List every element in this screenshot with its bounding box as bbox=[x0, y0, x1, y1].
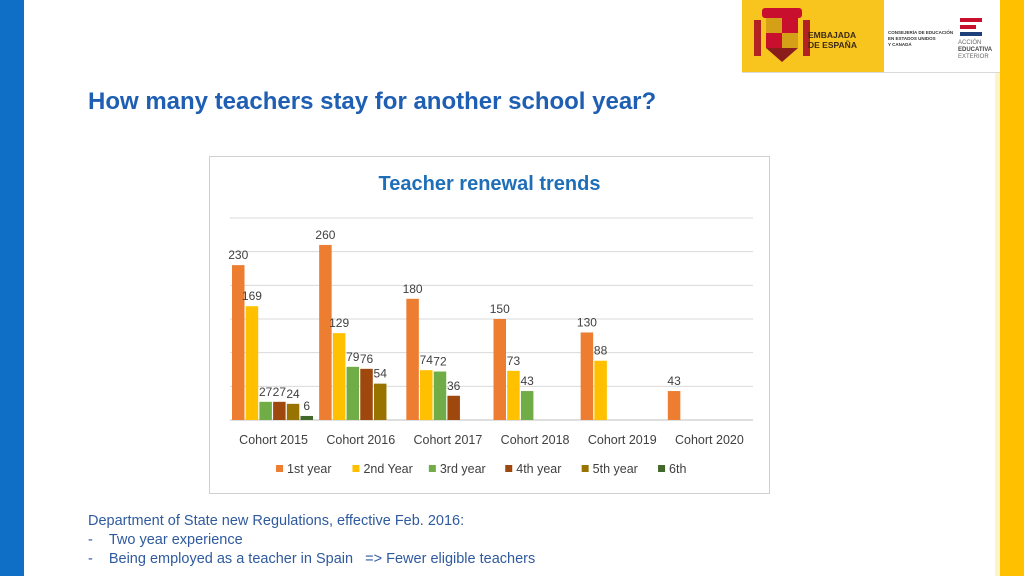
bar-2-5 bbox=[594, 361, 607, 420]
coat-of-arms-icon bbox=[752, 6, 812, 66]
legend-label: 2nd Year bbox=[363, 462, 413, 476]
category-label: Cohort 2017 bbox=[413, 433, 483, 447]
chart-frame bbox=[209, 156, 770, 494]
data-label: 43 bbox=[667, 374, 681, 389]
data-label: 24 bbox=[286, 386, 300, 401]
legend-label: 4th year bbox=[516, 462, 562, 476]
legend-swatch bbox=[352, 465, 359, 472]
bar-1-4 bbox=[494, 319, 507, 420]
left-accent-bar bbox=[0, 0, 24, 576]
consejeria-line-1: CONSEJERÍA DE EDUCACIÓN bbox=[888, 30, 954, 35]
footnote-bullet-1: - bbox=[88, 532, 93, 548]
data-label: 72 bbox=[433, 354, 447, 369]
bar-4-3 bbox=[447, 396, 460, 420]
accion-line-1: ACCIÓN bbox=[958, 40, 982, 46]
category-label: Cohort 2020 bbox=[675, 433, 744, 447]
accion-educativa-text bbox=[958, 40, 998, 61]
accion-line-3: EXTERIOR bbox=[958, 54, 989, 60]
data-label: 169 bbox=[241, 289, 262, 304]
bar-5-2 bbox=[374, 384, 387, 420]
legend-swatch bbox=[582, 465, 589, 472]
data-label: 6 bbox=[303, 398, 311, 413]
data-label: 74 bbox=[419, 353, 433, 368]
category-label: Cohort 2019 bbox=[587, 433, 657, 447]
footnote-heading: Department of State new Regulations, effective Feb. 2016: bbox=[88, 513, 465, 529]
legend-label: 3rd year bbox=[439, 462, 486, 476]
legend-label: 5th year bbox=[592, 462, 638, 476]
consejeria-line-2: EN ESTADOS UNIDOS bbox=[888, 36, 936, 41]
embassy-logo-panel bbox=[742, 0, 884, 72]
footnote-text-1: Two year experience bbox=[108, 532, 243, 548]
data-label: 76 bbox=[359, 351, 374, 366]
legend-label: 1st year bbox=[287, 462, 332, 476]
legend-swatch bbox=[276, 465, 283, 472]
bar-2-1 bbox=[246, 306, 259, 420]
consejeria-line-3: Y CANADÁ bbox=[888, 42, 912, 47]
bar-6-1 bbox=[301, 416, 314, 420]
bar-3-3 bbox=[434, 372, 447, 420]
footnote-text-2: Being employed as a teacher in Spain => Fewer eligible teachers bbox=[108, 551, 536, 567]
data-label: 73 bbox=[506, 353, 521, 368]
accion-line-2: EDUCATIVA bbox=[958, 47, 993, 53]
category-label: Cohort 2015 bbox=[239, 433, 308, 447]
bar-3-2 bbox=[347, 367, 360, 420]
page-title: How many teachers stay for another school year? bbox=[88, 88, 657, 115]
data-label: 79 bbox=[346, 349, 360, 364]
bar-4-1 bbox=[273, 402, 286, 420]
data-label: 260 bbox=[315, 227, 336, 242]
data-label: 36 bbox=[447, 378, 461, 393]
accion-educativa-icon bbox=[958, 14, 984, 38]
bar-1-2 bbox=[319, 245, 332, 420]
embassy-line-1: EMBAJADA bbox=[808, 30, 857, 40]
embassy-logo bbox=[742, 0, 1000, 73]
bar-5-1 bbox=[287, 404, 300, 420]
bar-2-2 bbox=[333, 333, 346, 420]
bar-3-1 bbox=[259, 402, 272, 420]
data-label: 43 bbox=[520, 374, 534, 389]
chart-plot bbox=[210, 157, 769, 493]
legend-swatch bbox=[658, 465, 665, 472]
data-label: 230 bbox=[228, 248, 249, 263]
footnote-item-1 bbox=[88, 531, 535, 550]
embassy-line-2: DE ESPAÑA bbox=[808, 40, 857, 50]
data-label: 54 bbox=[373, 366, 387, 381]
data-label: 27 bbox=[272, 384, 287, 399]
data-label: 129 bbox=[329, 316, 350, 331]
footnote-item-2 bbox=[88, 550, 535, 569]
bar-2-4 bbox=[507, 371, 520, 420]
category-label: Cohort 2018 bbox=[500, 433, 570, 447]
data-label: 180 bbox=[402, 281, 423, 296]
footnote bbox=[88, 512, 535, 569]
bar-1-5 bbox=[581, 332, 594, 420]
bar-3-4 bbox=[521, 391, 534, 420]
bar-4-2 bbox=[360, 369, 373, 420]
consejeria-text bbox=[888, 30, 958, 48]
bar-2-3 bbox=[420, 370, 433, 420]
embassy-logo-text bbox=[808, 30, 878, 50]
chart-title: Teacher renewal trends bbox=[378, 173, 601, 195]
category-label: Cohort 2016 bbox=[326, 433, 396, 447]
bar-1-6 bbox=[668, 391, 681, 420]
data-label: 27 bbox=[258, 384, 273, 399]
footnote-bullet-2: - bbox=[88, 551, 93, 567]
data-label: 150 bbox=[489, 302, 510, 316]
legend-label: 6th bbox=[669, 462, 687, 476]
data-label: 88 bbox=[593, 343, 608, 358]
legend-swatch bbox=[505, 465, 512, 472]
legend-swatch bbox=[429, 465, 436, 472]
bar-1-3 bbox=[406, 299, 419, 420]
data-label: 130 bbox=[576, 315, 597, 330]
right-accent-bar bbox=[1000, 0, 1024, 576]
